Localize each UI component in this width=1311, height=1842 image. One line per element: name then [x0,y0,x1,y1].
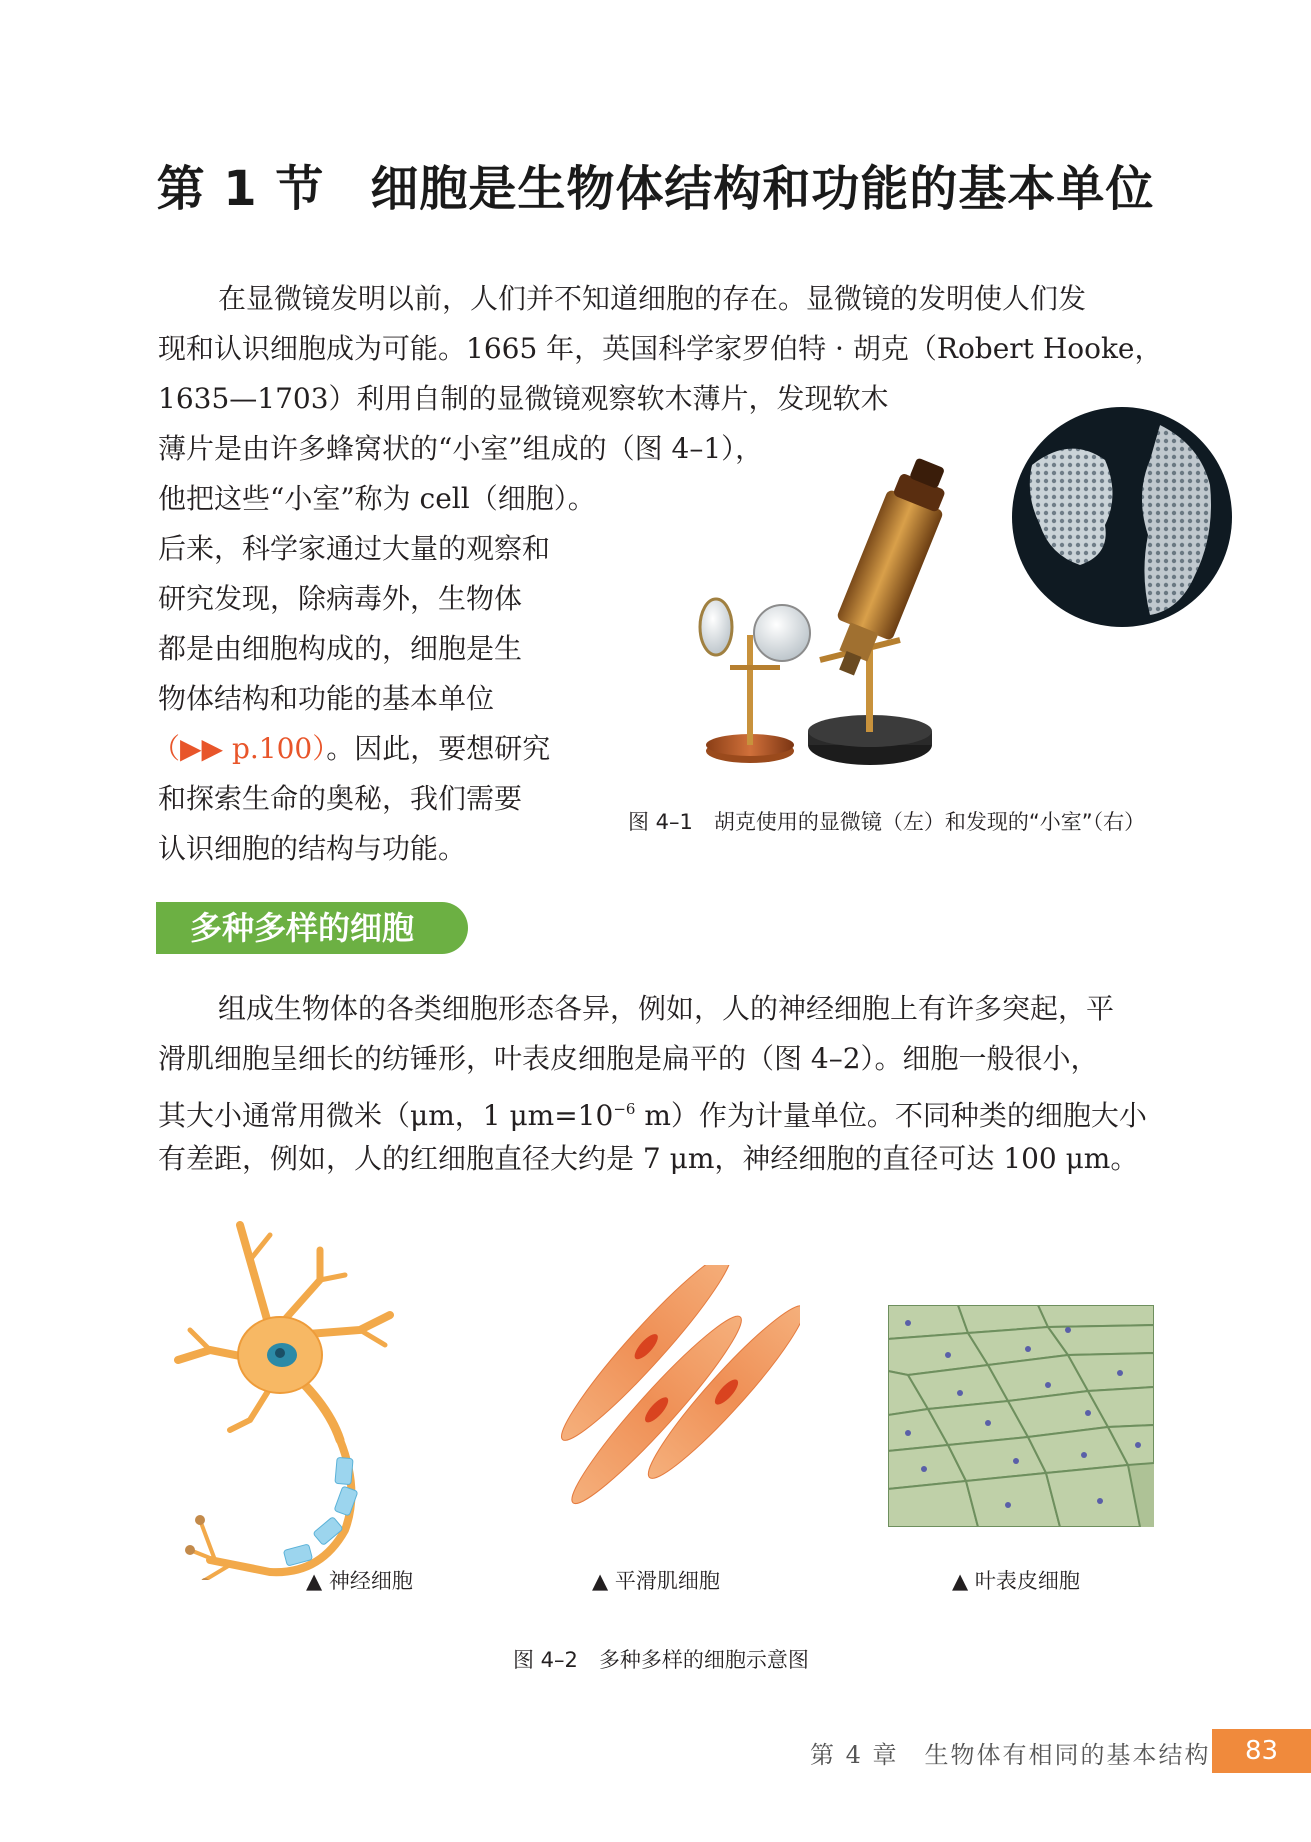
intro-line: 他把这些“小室”称为 cell（细胞）。 [158,482,596,515]
body-line: 有差距，例如，人的红细胞直径大约是 7 μm，神经细胞的直径可达 100 μm。 [158,1142,1139,1175]
intro-line: 研究发现，除病毒外，生物体 [158,582,523,615]
page-number: 83 [1244,1736,1279,1766]
page-number-box [1212,1729,1311,1773]
intro-line: 在显微镜发明以前，人们并不知道细胞的存在。显微镜的发明使人们发 [218,282,1087,315]
intro-line: 和探索生命的奥秘，我们需要 [158,782,523,815]
neuron-illustration [170,1220,410,1580]
label-neuron: ▲ 神经细胞 [306,1569,413,1593]
intro-line: 认识细胞的结构与功能。 [158,832,467,865]
label-smooth-muscle: ▲ 平滑肌细胞 [592,1569,720,1593]
label-leaf-epidermis: ▲ 叶表皮细胞 [952,1569,1080,1593]
intro-line: 后来，科学家通过大量的观察和 [158,532,551,565]
body-line: 组成生物体的各类细胞形态各异，例如，人的神经细胞上有许多突起，平 [218,992,1115,1025]
section-number: 第 1 节 [156,161,325,217]
intro-line: 现和认识细胞成为可能。1665 年，英国科学家罗伯特 · 胡克（Robert Hooke， [158,332,1163,365]
figure-4-2-caption: 图 4–2 多种多样的细胞示意图 [513,1648,809,1672]
section-title [0,150,1311,219]
smooth-muscle-illustration [540,1265,800,1525]
chapter-footer: 第 4 章 生物体有相同的基本结构 [810,1741,1211,1769]
figure-4-1-caption: 图 4–1 胡克使用的显微镜（左）和发现的“小室”（右） [628,810,1146,834]
cork-cells-micrograph [1010,405,1234,629]
section-title-text: 细胞是生物体结构和功能的基本单位 [370,161,1155,217]
page-reference-link[interactable]: （▶▶ p.100） [152,732,327,765]
intro-line: （▶▶ p.100）。因此，要想研究 [152,732,551,765]
intro-line: 薄片是由许多蜂窝状的“小室”组成的（图 4–1）， [158,432,764,465]
body-line: 其大小通常用微米（μm，1 $\mu m=10^{-6}$ m）作为计量单位。不同种类的细胞大小 [158,1099,1147,1132]
subsection-title: 多种多样的细胞 [190,909,415,947]
intro-line: 物体结构和功能的基本单位 [158,682,495,715]
intro-line: 1635—1703）利用自制的显微镜观察软木薄片，发现软木 [158,382,889,415]
intro-line: 都是由细胞构成的，细胞是生 [158,632,523,665]
hooke-microscope-illustration [670,455,980,775]
subsection-heading [156,902,468,954]
leaf-epidermis-illustration [888,1305,1154,1527]
body-line: 滑肌细胞呈细长的纺锤形，叶表皮细胞是扁平的（图 4–2）。细胞一般很小， [158,1042,1099,1075]
